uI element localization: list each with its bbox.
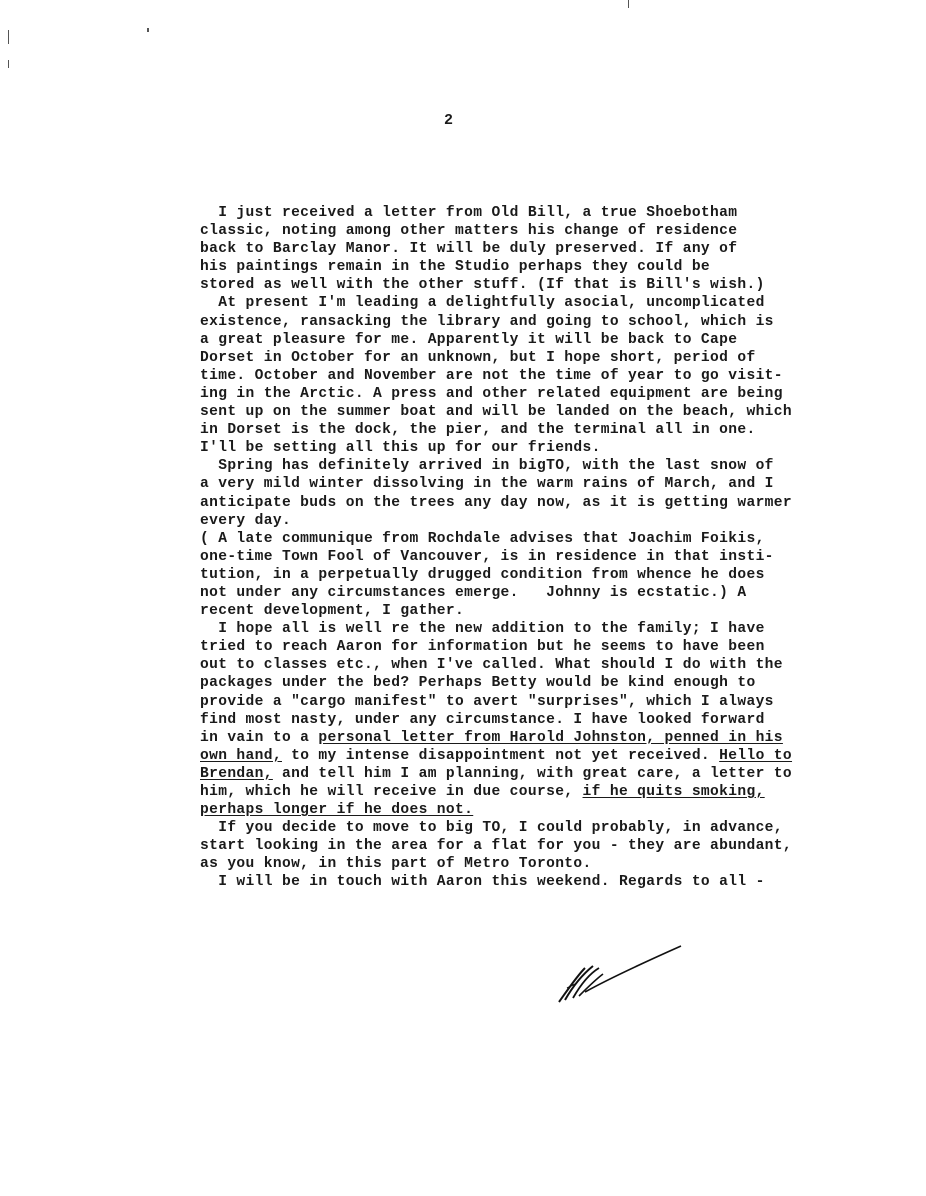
letter-line [200,512,840,530]
letter-line [200,439,840,457]
letter-text: out to classes etc., when I've called. What should I do with the [200,657,783,674]
letter-line [200,873,840,891]
letter-text: a very mild winter dissolving in the warm rains of March, and I [200,476,774,493]
letter-text: back to Barclay Manor. It will be duly preserved. If any of [200,241,738,258]
letter-line [200,494,840,512]
letter-line [200,240,840,258]
letter-line [200,548,840,566]
letter-line [200,313,840,331]
letter-line [200,837,840,855]
letter-line [200,855,840,873]
underlined-text: own hand, [200,747,282,764]
letter-text: ing in the Arctic. A press and other related equipment are being [200,385,783,402]
letter-text: If you decide to move to big TO, I could probably, in advance, [200,820,783,837]
letter-text: Spring has definitely arrived in bigTO, with the last snow of [200,458,774,475]
letter-line [200,566,840,584]
letter-text: Dorset in October for an unknown, but I hope short, period of [200,349,756,366]
letter-body [200,204,840,892]
letter-line [200,331,840,349]
letter-text: find most nasty, under any circumstance. I have looked forward [200,711,765,728]
letter-text: tried to reach Aaron for information but he seems to have been [200,639,765,656]
letter-text: ( A late communique from Rochdale advises that Joachim Foikis, [200,530,765,547]
letter-text: as you know, in this part of Metro Toronto. [200,856,592,873]
letter-text: start looking in the area for a flat for you - they are abundant, [200,838,792,855]
underlined-text: perhaps longer if he does not. [200,802,474,819]
underlined-text: personal letter from Harold Johnston, penned in his [318,729,783,746]
letter-text: At present I'm leading a delightfully asocial, uncomplicated [200,295,765,312]
letter-text: stored as well with the other stuff. (If that is Bill's wish.) [200,277,765,294]
underlined-text: Hello to [719,747,793,764]
letter-text: I'll be setting all this up for our friends. [200,440,601,457]
letter-line [200,367,840,385]
letter-line [200,819,840,837]
letter-line [200,602,840,620]
letter-text: I will be in touch with Aaron this weekend. Regards to all - [200,874,765,891]
letter-line [200,638,840,656]
letter-line [200,711,840,729]
letter-text: I hope all is well re the new addition to the family; I have [200,621,765,638]
letter-text: every day. [200,512,292,529]
letter-text: provide a "cargo manifest" to avert "surprises", which I always [200,693,774,710]
underlined-text: if he quits smoking, [582,784,765,800]
letter-line [200,747,840,765]
letter-line [200,620,840,638]
letter-line [200,222,840,240]
letter-line [200,276,840,294]
letter-text: time. October and November are not the time of year to go visit- [200,367,783,384]
letter-line [200,530,840,548]
letter-line [200,457,840,475]
letter-text: him, which he will receive in due course, [200,784,583,800]
letter-text: recent development, I gather. [200,603,465,620]
letter-line [200,258,840,276]
letter-line [200,674,840,692]
letter-line [200,656,840,674]
letter-line [200,693,840,711]
letter-text: and tell him I am planning, with great care, a letter to [272,765,793,782]
letter-text: I just received a letter from Old Bill, a true Shoebotham [200,205,738,221]
scan-speck [628,0,629,8]
letter-line [200,403,840,421]
letter-text: not under any circumstances emerge. Johnny is ecstatic.) A [200,584,747,601]
scan-speck [8,60,9,68]
letter-text: one-time Town Fool of Vancouver, is in residence in that insti- [200,548,774,565]
letter-text: classic, noting among other matters his change of residence [200,223,738,240]
letter-line [200,385,840,403]
letter-text: packages under the bed? Perhaps Betty would be kind enough to [200,675,756,692]
letter-text: his paintings remain in the Studio perhaps they could be [200,259,711,276]
letter-line [200,783,840,801]
signature-icon [555,940,685,1010]
scan-speck [8,30,9,44]
letter-text: anticipate buds on the trees any day now, as it is getting warmer [200,494,792,511]
letter-line [200,765,840,783]
letter-text: existence, ransacking the library and going to school, which is [200,313,774,330]
letter-line [200,204,840,222]
letter-line [200,294,840,312]
underlined-text: Brendan, [200,765,273,782]
letter-line [200,421,840,439]
letter-text: in vain to a [200,729,319,746]
scan-speck [147,28,149,32]
letter-text: in Dorset is the dock, the pier, and the terminal all in one. [200,422,756,439]
letter-line [200,801,840,819]
letter-line [200,349,840,367]
letter-line [200,729,840,747]
letter-text: to my intense disappointment not yet received. [281,747,720,764]
letter-line [200,584,840,602]
letter-text: a great pleasure for me. Apparently it will be back to Cape [200,331,738,348]
letter-text: tution, in a perpetually drugged condition from whence he does [200,566,765,583]
letter-line [200,475,840,493]
page-number: 2 [444,112,454,129]
letter-text: sent up on the summer boat and will be landed on the beach, which [200,404,792,421]
